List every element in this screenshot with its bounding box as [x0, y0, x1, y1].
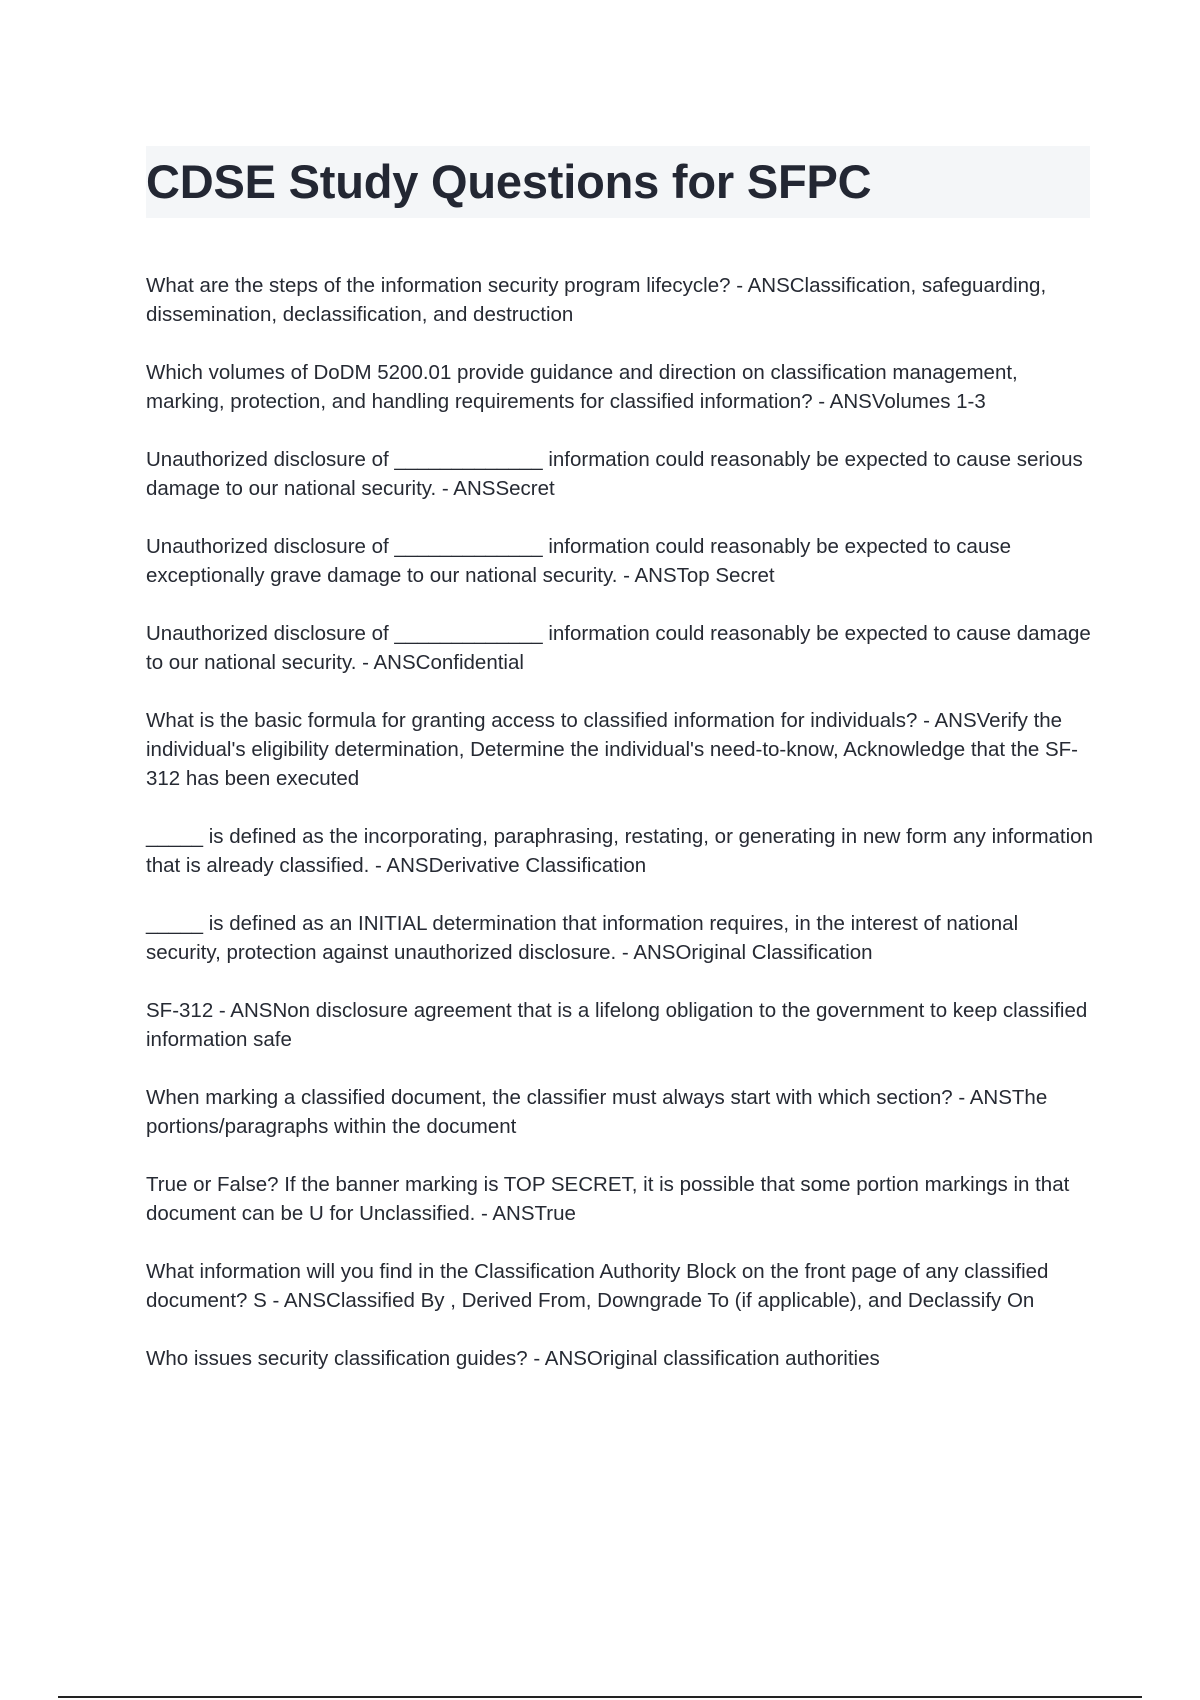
qa-item: _____ is defined as an INITIAL determination that information requires, in the interest of national security, protection against unauthorized disclosure. - ANSOriginal Classification	[146, 912, 1019, 964]
qa-item: What are the steps of the information security program lifecycle? - ANSClassification, safeguarding, dissemination, declassification, and destruction	[146, 274, 1047, 326]
qa-item: What information will you find in the Classification Authority Block on the front page of any classified document? S - ANSClassified By , Derived From, Downgrade To (if applicable), and Declassify On	[146, 1260, 1049, 1312]
qa-item: True or False? If the banner marking is TOP SECRET, it is possible that some portion markings in that document can be U for Unclassified. - ANSTrue	[146, 1173, 1070, 1225]
page-title: CDSE Study Questions for SFPC	[146, 155, 872, 208]
qa-item: Unauthorized disclosure of _____________ information could reasonably be expected to cause exceptionally grave damage to our national security. - ANSTop Secret	[146, 535, 1012, 587]
title-banner	[146, 146, 1090, 218]
qa-item: When marking a classified document, the classifier must always start with which section? - ANSThe portions/paragraphs within the document	[146, 1086, 1048, 1138]
qa-item: Who issues security classification guides? - ANSOriginal classification authorities	[146, 1347, 880, 1370]
qa-item: SF-312 - ANSNon disclosure agreement that is a lifelong obligation to the government to keep classified information safe	[146, 999, 1088, 1051]
qa-item: _____ is defined as the incorporating, paraphrasing, restating, or generating in new form any information that is already classified. - ANSDerivative Classification	[146, 825, 1093, 877]
qa-item: Unauthorized disclosure of _____________ information could reasonably be expected to cause serious damage to our national security. - ANSSecret	[146, 448, 1083, 500]
qa-item: Which volumes of DoDM 5200.01 provide guidance and direction on classification management, marking, protection, and handling requirements for classified information? - ANSVolumes 1-3	[146, 361, 1018, 413]
qa-item: Unauthorized disclosure of _____________ information could reasonably be expected to cause damage to our national security. - ANSConfidential	[146, 622, 1091, 674]
footer-divider	[58, 1696, 1142, 1698]
qa-list	[146, 271, 1096, 1402]
qa-item: What is the basic formula for granting access to classified information for individuals? - ANSVerify the individual's eligibility determination, Determine the individual's need-to-know, Acknowledge that the SF-312 has been executed	[146, 709, 1078, 790]
